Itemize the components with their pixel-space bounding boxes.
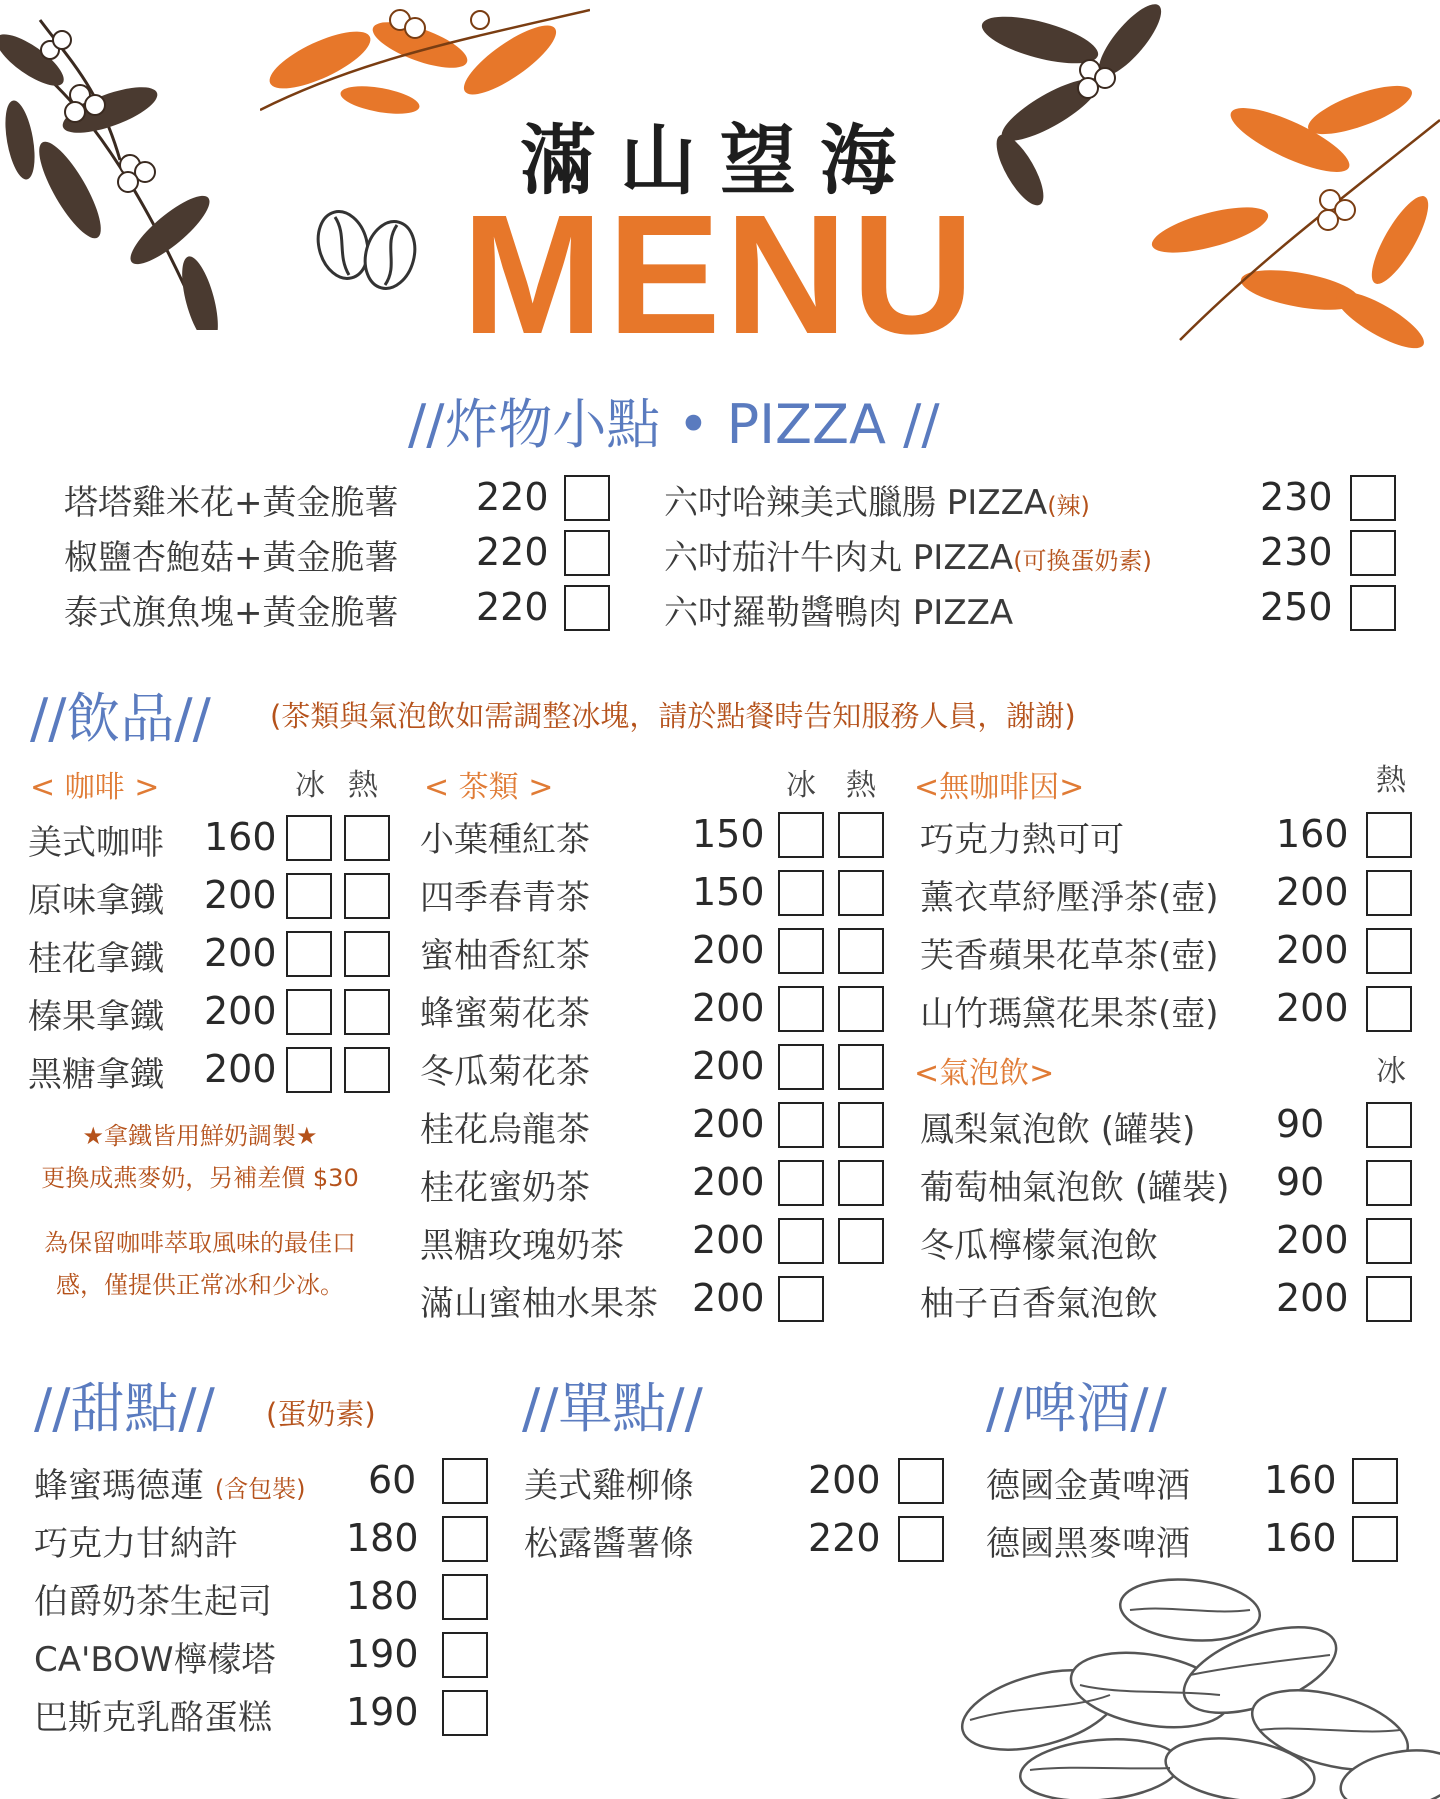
item-price: 200 xyxy=(204,931,277,975)
order-checkbox[interactable] xyxy=(1352,1458,1398,1504)
hot-checkbox[interactable] xyxy=(838,928,884,974)
ice-checkbox[interactable] xyxy=(778,1160,824,1206)
hot-checkbox[interactable] xyxy=(344,873,390,919)
tea-item xyxy=(420,986,890,1042)
fried-item xyxy=(64,585,624,641)
tea-item xyxy=(420,1160,890,1216)
order-checkbox[interactable] xyxy=(442,1574,488,1620)
ice-checkbox[interactable] xyxy=(1366,1102,1412,1148)
coffee-ice-note xyxy=(10,1222,390,1306)
tea-item xyxy=(420,1218,890,1274)
item-price: 200 xyxy=(1276,928,1349,972)
tea-item xyxy=(420,928,890,984)
hot-checkbox[interactable] xyxy=(838,1102,884,1148)
order-checkbox[interactable] xyxy=(564,475,610,521)
item-price: 150 xyxy=(692,870,765,914)
item-name: 巧克力熱可可 xyxy=(920,820,1124,860)
order-checkbox[interactable] xyxy=(1350,585,1396,631)
item-name: 薰衣草紓壓淨茶(壺) xyxy=(920,878,1219,918)
order-checkbox[interactable] xyxy=(442,1632,488,1678)
item-price: 220 xyxy=(476,475,549,519)
ice-checkbox[interactable] xyxy=(778,812,824,858)
ice-checkbox[interactable] xyxy=(286,1047,332,1093)
item-name: 德國黑麥啤酒 xyxy=(986,1524,1190,1564)
item-price: 200 xyxy=(692,1218,765,1262)
hot-checkbox[interactable] xyxy=(344,1047,390,1093)
item-price: 200 xyxy=(204,989,277,1033)
hot-checkbox[interactable] xyxy=(838,1218,884,1264)
item-name-text: 六吋哈辣美式臘腸 PIZZA xyxy=(664,483,1048,523)
hot-checkbox[interactable] xyxy=(344,989,390,1035)
dessert-item xyxy=(34,1574,494,1630)
item-price: 200 xyxy=(692,1160,765,1204)
item-price: 200 xyxy=(1276,986,1349,1030)
item-price: 200 xyxy=(692,986,765,1030)
dessert-vegetarian-note: (蛋奶素) xyxy=(266,1397,376,1431)
item-name: 柚子百香氣泡飲 xyxy=(920,1284,1158,1324)
ice-checkbox[interactable] xyxy=(778,928,824,974)
ice-checkbox[interactable] xyxy=(286,815,332,861)
menu-heading: MENU xyxy=(461,180,979,370)
coffee-item xyxy=(28,989,398,1045)
item-name xyxy=(664,530,1152,579)
ice-checkbox[interactable] xyxy=(778,986,824,1032)
ice-checkbox[interactable] xyxy=(1366,1160,1412,1206)
sparkling-item xyxy=(920,1160,1420,1216)
item-price: 90 xyxy=(1276,1102,1325,1146)
item-price: 180 xyxy=(346,1516,419,1560)
coffee-heading: < 咖啡 > xyxy=(30,770,160,805)
tea-hot-label: 熱 xyxy=(846,768,876,803)
fried-item xyxy=(64,530,624,586)
item-name: CA'BOW檸檬塔 xyxy=(34,1640,276,1680)
ice-checkbox[interactable] xyxy=(778,1102,824,1148)
decaf-item xyxy=(920,928,1420,984)
hot-checkbox[interactable] xyxy=(838,870,884,916)
item-name: 塔塔雞米花+黃金脆薯 xyxy=(64,483,399,523)
dessert-section-title: //甜點// xyxy=(34,1377,215,1440)
coffee-ice-note-line-2: 感，僅提供正常冰和少冰。 xyxy=(56,1271,344,1299)
coffee-hot-label: 熱 xyxy=(348,768,378,803)
item-name: 桂花烏龍茶 xyxy=(420,1110,590,1150)
item-name: 蜂蜜菊花茶 xyxy=(420,994,590,1034)
coffee-item xyxy=(28,1047,398,1103)
hot-checkbox[interactable] xyxy=(1366,812,1412,858)
item-price: 200 xyxy=(204,1047,277,1091)
order-checkbox[interactable] xyxy=(442,1458,488,1504)
decaf-item xyxy=(920,870,1420,926)
item-name-text: 六吋茄汁牛肉丸 PIZZA xyxy=(664,538,1014,578)
shop-name-title: 滿山望海 xyxy=(520,116,920,205)
item-name: 椒鹽杏鮑菇+黃金脆薯 xyxy=(64,538,399,578)
item-name: 冬瓜檸檬氣泡飲 xyxy=(920,1226,1158,1266)
latte-note-line-1: ★拿鐵皆用鮮奶調製★ xyxy=(82,1122,318,1150)
item-name-text: 蜂蜜瑪德蓮 xyxy=(34,1466,204,1506)
order-checkbox[interactable] xyxy=(442,1690,488,1736)
pizza-item xyxy=(664,585,1404,641)
item-price: 160 xyxy=(1276,812,1349,856)
item-price: 180 xyxy=(346,1574,419,1618)
item-price: 190 xyxy=(346,1690,419,1734)
ice-checkbox[interactable] xyxy=(778,1276,824,1322)
pizza-item xyxy=(664,530,1404,586)
item-name: 原味拿鐵 xyxy=(28,881,164,921)
fried-pizza-section-title: //炸物小點 • PIZZA // xyxy=(408,393,940,456)
tea-item xyxy=(420,812,890,868)
single-item xyxy=(524,1458,954,1514)
item-price: 200 xyxy=(692,1276,765,1320)
sparkling-ice-label: 冰 xyxy=(1376,1054,1406,1089)
hot-checkbox[interactable] xyxy=(838,1044,884,1090)
coffee-ice-note-line-1: 為保留咖啡萃取風味的最佳口 xyxy=(44,1229,356,1257)
sparkling-item xyxy=(920,1102,1420,1158)
item-price: 150 xyxy=(692,812,765,856)
coffee-beans-pile-decoration xyxy=(920,1570,1440,1799)
ice-checkbox[interactable] xyxy=(778,1044,824,1090)
order-checkbox[interactable] xyxy=(898,1458,944,1504)
item-price: 160 xyxy=(1264,1516,1337,1560)
decaf-hot-label: 熱 xyxy=(1376,763,1406,798)
item-name: 松露醬薯條 xyxy=(524,1524,694,1564)
item-name-text: 六吋羅勒醬鴨肉 PIZZA xyxy=(664,593,1014,633)
item-name: 黑糖拿鐵 xyxy=(28,1055,164,1095)
order-checkbox[interactable] xyxy=(1350,530,1396,576)
item-price: 200 xyxy=(204,873,277,917)
item-name: 桂花蜜奶茶 xyxy=(420,1168,590,1208)
order-checkbox[interactable] xyxy=(564,530,610,576)
decaf-item xyxy=(920,812,1420,868)
tea-heading: < 茶類 > xyxy=(424,770,554,805)
item-price: 60 xyxy=(368,1458,417,1502)
item-name: 葡萄柚氣泡飲 (罐裝) xyxy=(920,1168,1230,1208)
item-name xyxy=(664,475,1090,524)
item-name: 蜜柚香紅茶 xyxy=(420,936,590,976)
sparkling-item xyxy=(920,1218,1420,1274)
hot-checkbox[interactable] xyxy=(344,815,390,861)
coffee-ice-label: 冰 xyxy=(295,768,325,803)
item-name: 冬瓜菊花茶 xyxy=(420,1052,590,1092)
tea-item xyxy=(420,1276,890,1332)
hot-checkbox[interactable] xyxy=(1366,870,1412,916)
item-price: 220 xyxy=(808,1516,881,1560)
order-checkbox[interactable] xyxy=(898,1516,944,1562)
tea-item xyxy=(420,870,890,926)
hot-checkbox[interactable] xyxy=(344,931,390,977)
item-name: 芙香蘋果花草茶(壺) xyxy=(920,936,1219,976)
dessert-item xyxy=(34,1458,494,1514)
ice-checkbox[interactable] xyxy=(1366,1218,1412,1264)
dessert-item xyxy=(34,1632,494,1688)
item-price: 160 xyxy=(204,815,277,859)
ice-checkbox[interactable] xyxy=(1366,1276,1412,1322)
coffee-item xyxy=(28,815,398,871)
dessert-item xyxy=(34,1690,494,1746)
ice-checkbox[interactable] xyxy=(286,873,332,919)
item-name: 鳳梨氣泡飲 (罐裝) xyxy=(920,1110,1196,1150)
item-price: 200 xyxy=(692,1102,765,1146)
coffee-item xyxy=(28,931,398,987)
fried-item xyxy=(64,475,624,531)
tea-item xyxy=(420,1102,890,1158)
item-name: 伯爵奶茶生起司 xyxy=(34,1582,272,1622)
drinks-ice-note: (茶類與氣泡飲如需調整冰塊，請於點餐時告知服務人員，謝謝) xyxy=(270,699,1076,733)
latte-note-line-2: 更換成燕麥奶，另補差價 $30 xyxy=(41,1164,359,1192)
item-name: 山竹瑪黛花果茶(壺) xyxy=(920,994,1219,1034)
single-item xyxy=(524,1516,954,1572)
hot-checkbox[interactable] xyxy=(838,986,884,1032)
ice-checkbox[interactable] xyxy=(778,870,824,916)
decaf-item xyxy=(920,986,1420,1042)
item-price: 230 xyxy=(1260,530,1333,574)
item-price: 200 xyxy=(692,1044,765,1088)
item-price: 200 xyxy=(1276,870,1349,914)
item-name: 四季春青茶 xyxy=(420,878,590,918)
item-name: 桂花拿鐵 xyxy=(28,939,164,979)
item-note: (可換蛋奶素) xyxy=(1013,547,1152,575)
drinks-section-title: //飲品// xyxy=(30,687,211,750)
ice-checkbox[interactable] xyxy=(286,931,332,977)
item-name: 榛果拿鐵 xyxy=(28,997,164,1037)
item-price: 250 xyxy=(1260,585,1333,629)
item-name: 美式咖啡 xyxy=(28,823,164,863)
item-price: 200 xyxy=(1276,1218,1349,1262)
item-price: 200 xyxy=(692,928,765,972)
item-price: 220 xyxy=(476,530,549,574)
item-price: 160 xyxy=(1264,1458,1337,1502)
item-name: 泰式旗魚塊+黃金脆薯 xyxy=(64,593,399,633)
item-note: (辣) xyxy=(1047,492,1090,520)
item-name: 滿山蜜柚水果茶 xyxy=(420,1284,658,1324)
order-checkbox[interactable] xyxy=(564,585,610,631)
item-name xyxy=(664,585,1013,634)
item-price: 90 xyxy=(1276,1160,1325,1204)
hot-checkbox[interactable] xyxy=(838,812,884,858)
coffee-item xyxy=(28,873,398,929)
pizza-item xyxy=(664,475,1404,531)
order-checkbox[interactable] xyxy=(442,1516,488,1562)
item-price: 220 xyxy=(476,585,549,629)
beer-section-title: //啤酒// xyxy=(986,1377,1167,1440)
sparkling-heading: <氣泡飲> xyxy=(914,1056,1055,1091)
latte-milk-note xyxy=(10,1115,390,1199)
item-name: 巧克力甘納許 xyxy=(34,1524,238,1564)
dessert-item xyxy=(34,1516,494,1572)
beer-item xyxy=(986,1516,1406,1572)
sparkling-item xyxy=(920,1276,1420,1332)
hot-checkbox[interactable] xyxy=(1366,986,1412,1032)
item-name xyxy=(34,1458,306,1507)
item-price: 230 xyxy=(1260,475,1333,519)
item-name: 美式雞柳條 xyxy=(524,1466,694,1506)
item-price: 200 xyxy=(808,1458,881,1502)
item-price: 190 xyxy=(346,1632,419,1676)
single-section-title: //單點// xyxy=(522,1377,703,1440)
hot-checkbox[interactable] xyxy=(838,1160,884,1206)
decaf-heading: <無咖啡因> xyxy=(914,770,1085,805)
item-note: (含包裝) xyxy=(214,1475,306,1503)
item-name: 黑糖玫瑰奶茶 xyxy=(420,1226,624,1266)
tea-ice-label: 冰 xyxy=(786,768,816,803)
item-price: 200 xyxy=(1276,1276,1349,1320)
item-name: 小葉種紅茶 xyxy=(420,820,590,860)
item-name: 德國金黃啤酒 xyxy=(986,1466,1190,1506)
order-checkbox[interactable] xyxy=(1352,1516,1398,1562)
hot-checkbox[interactable] xyxy=(1366,928,1412,974)
item-name: 巴斯克乳酪蛋糕 xyxy=(34,1698,272,1738)
ice-checkbox[interactable] xyxy=(286,989,332,1035)
beer-item xyxy=(986,1458,1406,1514)
order-checkbox[interactable] xyxy=(1350,475,1396,521)
tea-item xyxy=(420,1044,890,1100)
ice-checkbox[interactable] xyxy=(778,1218,824,1264)
